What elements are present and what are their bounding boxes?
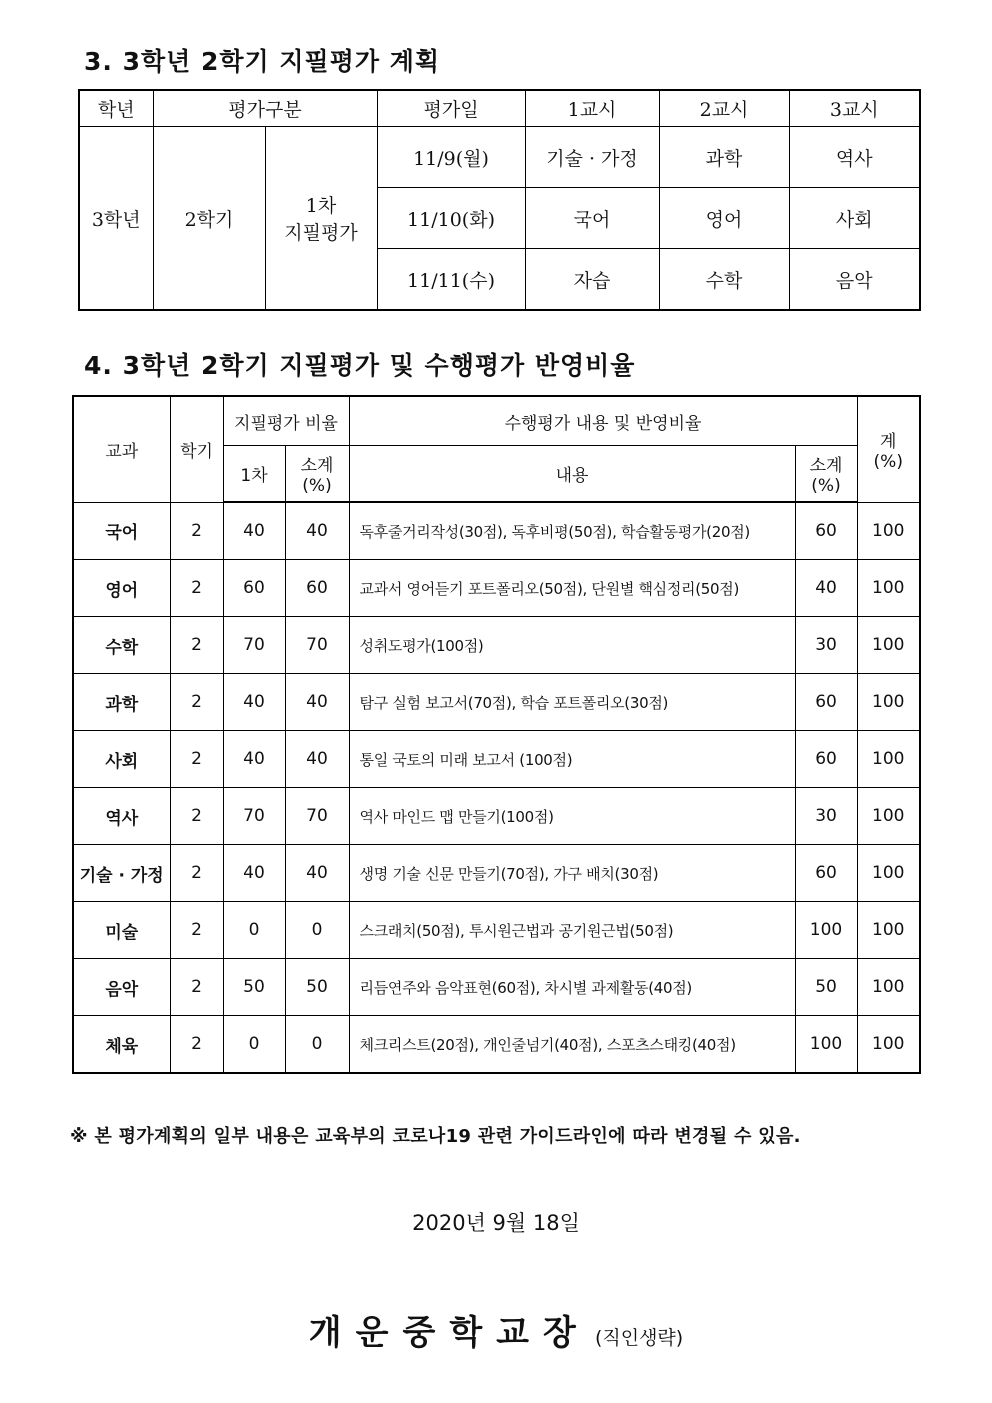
header-date: 평가일 [377,90,525,127]
exam-type-cell [265,127,377,311]
header-grade: 학년 [79,90,153,127]
header-category: 평가구분 [153,90,377,127]
performance-subtotal-cell: 40 [795,560,857,617]
total-cell: 100 [857,902,920,959]
performance-subtotal-cell: 30 [795,617,857,674]
table-row [79,127,920,188]
semester-cell: 2 [170,617,223,674]
total-cell: 100 [857,845,920,902]
subject-cell: 역사 [73,788,170,845]
header-period-2: 2교시 [659,90,789,127]
content-cell: 생명 기술 신문 만들기(70점), 가구 배치(30점) [349,845,795,902]
semester-cell: 2 [170,674,223,731]
subject-cell: 사회 [73,731,170,788]
first-cell: 0 [223,902,285,959]
header-period-3: 3교시 [789,90,920,127]
table-row [73,959,920,1016]
semester-cell: 2 [170,1016,223,1074]
semester-cell: 2 [170,959,223,1016]
exam-type-line1: 1차 [305,195,337,217]
written-subtotal-cell: 40 [285,845,349,902]
first-cell: 60 [223,560,285,617]
header-performance-subtotal [795,446,857,503]
table-header-row [73,396,920,446]
content-cell: 역사 마인드 맵 만들기(100점) [349,788,795,845]
written-subtotal-cell: 70 [285,788,349,845]
performance-subtotal-cell: 60 [795,731,857,788]
total-cell: 100 [857,502,920,560]
table-row [73,731,920,788]
table-body [73,502,920,1073]
content-cell: 탐구 실험 보고서(70점), 학습 포트폴리오(30점) [349,674,795,731]
content-cell: 독후줄거리작성(30점), 독후비평(50점), 학습활동평가(20점) [349,502,795,560]
header-performance: 수행평가 내용 및 반영비율 [349,396,857,446]
subtotal-line1: 소계 [300,456,334,476]
semester-cell: 2 [170,902,223,959]
header-semester: 학기 [170,396,223,502]
performance-subtotal-cell: 50 [795,959,857,1016]
section3-title: 3. 3학년 2학기 지필평가 계획 [84,47,440,76]
first-cell: 40 [223,731,285,788]
first-cell: 0 [223,1016,285,1074]
period-3-cell: 음악 [789,249,920,311]
total-cell: 100 [857,1016,920,1074]
content-cell: 교과서 영어듣기 포트폴리오(50점), 단원별 핵심정리(50점) [349,560,795,617]
period-1-cell: 자습 [525,249,659,311]
first-cell: 40 [223,845,285,902]
total-cell: 100 [857,731,920,788]
semester-cell: 2학기 [153,127,265,311]
written-subtotal-cell: 0 [285,1016,349,1074]
table-row [73,902,920,959]
subject-cell: 영어 [73,560,170,617]
subject-cell: 음악 [73,959,170,1016]
header-total [857,396,920,502]
semester-cell: 2 [170,502,223,560]
exam-schedule-table [78,89,921,311]
seal-omitted: (직인생략) [594,1327,684,1349]
header-first: 1차 [223,446,285,503]
period-2-cell: 과학 [659,127,789,188]
written-subtotal-cell: 40 [285,674,349,731]
subject-cell: 과학 [73,674,170,731]
header-subject: 교과 [73,396,170,502]
table-row [73,617,920,674]
psubtotal-line1: 소계 [809,456,843,476]
performance-subtotal-cell: 30 [795,788,857,845]
subject-cell: 미술 [73,902,170,959]
subject-cell: 수학 [73,617,170,674]
content-cell: 스크래치(50점), 투시원근법과 공기원근법(50점) [349,902,795,959]
total-cell: 100 [857,674,920,731]
period-3-cell: 역사 [789,127,920,188]
period-1-cell: 기술 · 가정 [525,127,659,188]
total-cell: 100 [857,959,920,1016]
table-row [73,845,920,902]
table-row [73,788,920,845]
first-cell: 50 [223,959,285,1016]
written-subtotal-cell: 40 [285,502,349,560]
period-3-cell: 사회 [789,188,920,249]
period-1-cell: 국어 [525,188,659,249]
date-cell: 11/11(수) [377,249,525,311]
first-cell: 40 [223,674,285,731]
grade-cell: 3학년 [79,127,153,311]
header-content: 내용 [349,446,795,503]
performance-subtotal-cell: 60 [795,674,857,731]
table-row [73,502,920,560]
total-cell: 100 [857,617,920,674]
header-period-1: 1교시 [525,90,659,127]
written-subtotal-cell: 70 [285,617,349,674]
school-principal: 개운중학교장 [308,1313,590,1353]
date-cell: 11/10(화) [377,188,525,249]
exam-type-line2: 지필평가 [284,222,358,244]
subject-cell: 기술 · 가정 [73,845,170,902]
header-total-line2: (%) [873,451,903,472]
subject-cell: 국어 [73,502,170,560]
semester-cell: 2 [170,845,223,902]
content-cell: 체크리스트(20점), 개인줄넘기(40점), 스포츠스태킹(40점) [349,1016,795,1074]
table-row [73,560,920,617]
performance-subtotal-cell: 60 [795,845,857,902]
total-cell: 100 [857,788,920,845]
assessment-ratio-table [72,395,921,1074]
subtotal-line2: (%) [302,476,332,496]
document-date: 2020년 9월 18일 [412,1211,580,1235]
table-header-row [79,90,920,127]
content-cell: 성취도평가(100점) [349,617,795,674]
table-row [73,674,920,731]
written-subtotal-cell: 50 [285,959,349,1016]
semester-cell: 2 [170,731,223,788]
written-subtotal-cell: 60 [285,560,349,617]
performance-subtotal-cell: 100 [795,902,857,959]
content-cell: 통일 국토의 미래 보고서 (100점) [349,731,795,788]
written-subtotal-cell: 40 [285,731,349,788]
performance-subtotal-cell: 100 [795,1016,857,1074]
table-row [73,1016,920,1074]
first-cell: 40 [223,502,285,560]
semester-cell: 2 [170,560,223,617]
section4-title: 4. 3학년 2학기 지필평가 및 수행평가 반영비율 [84,351,636,380]
content-cell: 리듬연주와 음악표현(60점), 차시별 과제활동(40점) [349,959,795,1016]
signature-block [0,1305,992,1354]
date-cell: 11/9(월) [377,127,525,188]
first-cell: 70 [223,617,285,674]
header-written-ratio: 지필평가 비율 [223,396,349,446]
semester-cell: 2 [170,788,223,845]
header-total-line1: 계 [880,431,897,452]
period-2-cell: 영어 [659,188,789,249]
written-subtotal-cell: 0 [285,902,349,959]
notice-text: ※ 본 평가계획의 일부 내용은 교육부의 코로나19 관련 가이드라인에 따라 변경될 수 있음. [70,1126,801,1147]
total-cell: 100 [857,560,920,617]
subject-cell: 체육 [73,1016,170,1074]
header-written-subtotal [285,446,349,503]
period-2-cell: 수학 [659,249,789,311]
psubtotal-line2: (%) [811,476,841,496]
first-cell: 70 [223,788,285,845]
performance-subtotal-cell: 60 [795,502,857,560]
